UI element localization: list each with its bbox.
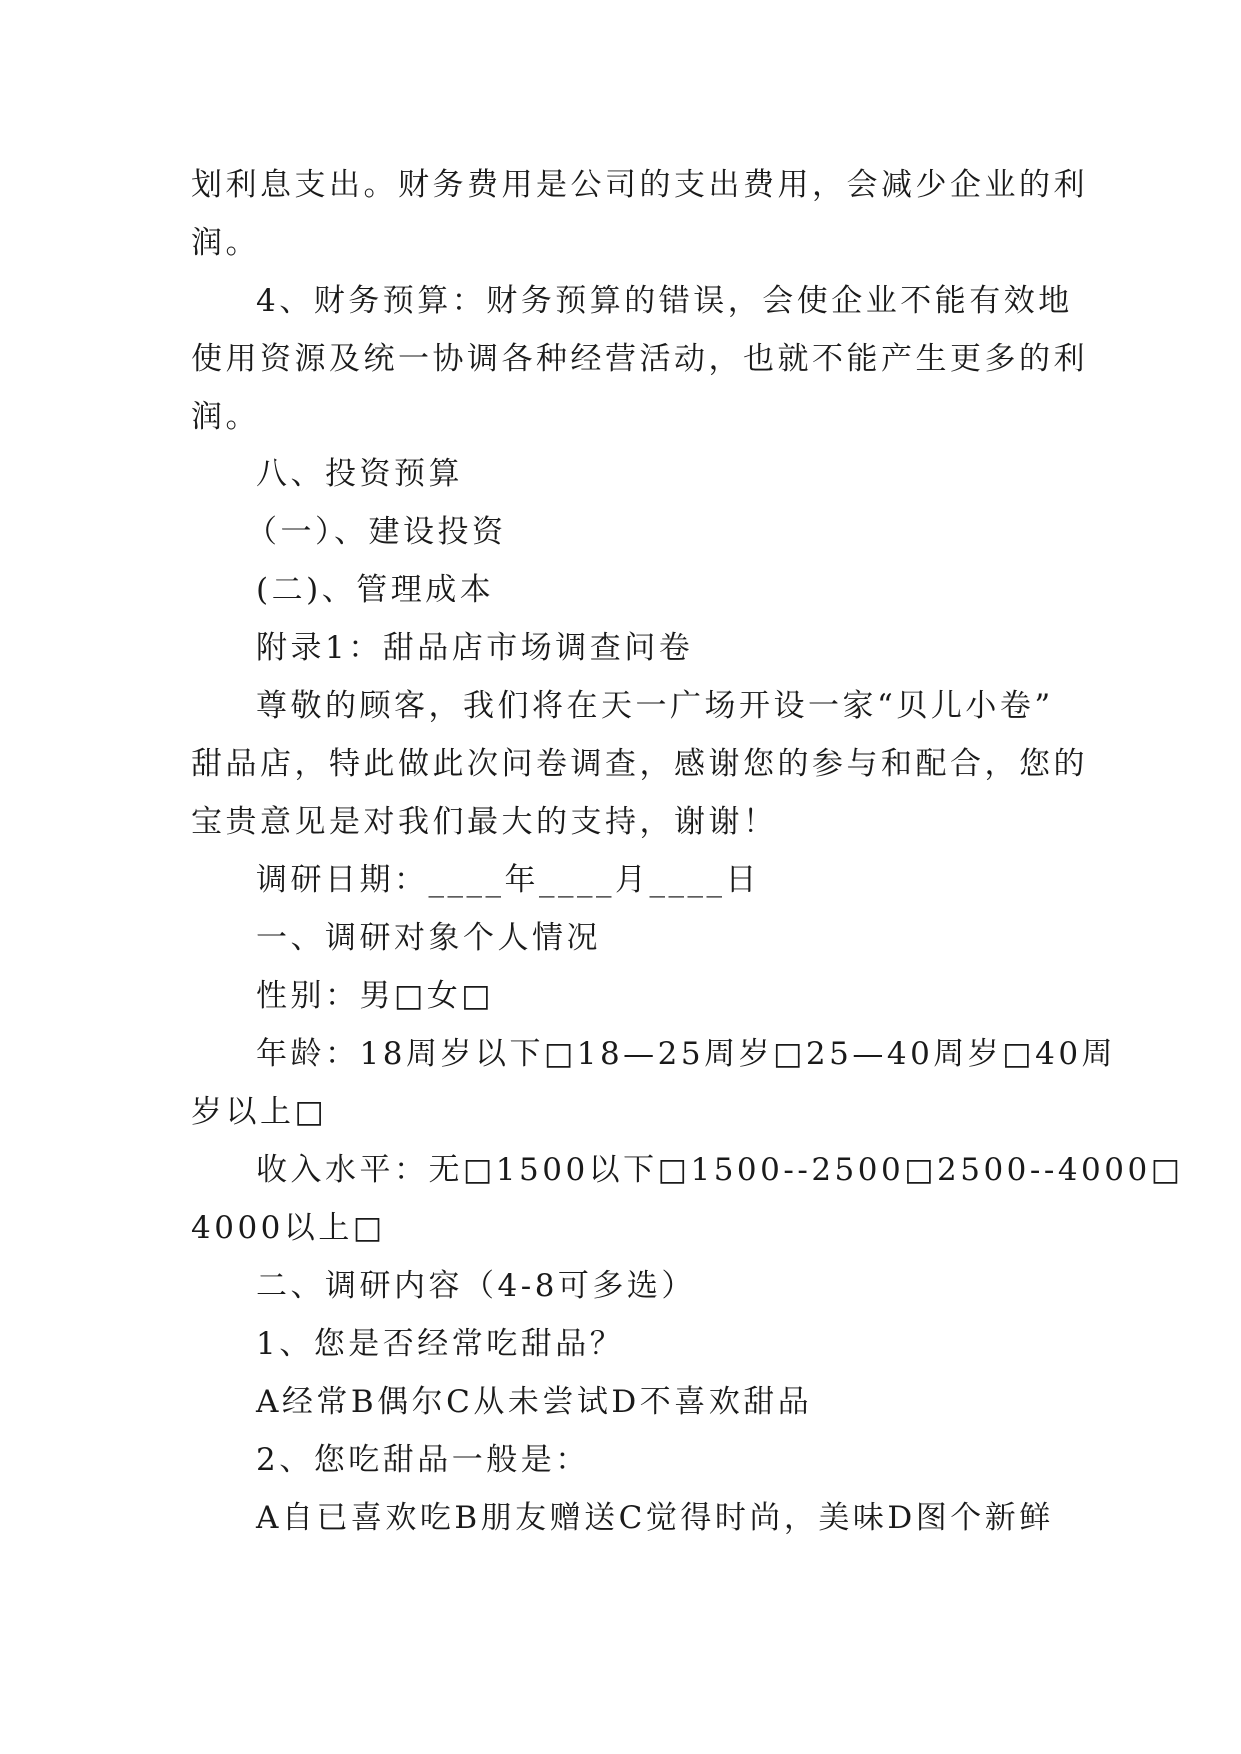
paragraph-line: 宝贵意见是对我们最大的支持，谢谢！ xyxy=(191,804,778,840)
question-1-options: A经常B偶尔C从未尝试D不喜欢甜品 xyxy=(256,1384,813,1420)
paragraph-line: 4、财务预算：财务预算的错误，会使企业不能有效地 xyxy=(256,283,1073,319)
age-question-cont: 岁以上□ xyxy=(191,1094,328,1130)
paragraph-line: 润。 xyxy=(191,225,260,261)
paragraph-line: 使用资源及统一协调各种经营活动，也就不能产生更多的利 xyxy=(191,341,1088,377)
appendix-title: 附录1：甜品店市场调查问卷 xyxy=(256,630,694,666)
question-1: 1、您是否经常吃甜品？ xyxy=(256,1326,625,1362)
question-2: 2、您吃甜品一般是： xyxy=(256,1442,590,1478)
section-heading: 八、投资预算 xyxy=(256,456,463,492)
income-question: 收入水平：无□1500以下□1500--2500□2500--4000□ xyxy=(256,1152,1184,1188)
paragraph-line: 尊敬的顾客，我们将在天一广场开设一家“贝儿小卷” xyxy=(256,688,1054,724)
paragraph-line: 甜品店，特此做此次问卷调查，感谢您的参与和配合，您的 xyxy=(191,746,1088,782)
age-question: 年龄：18周岁以下□18—25周岁□25—40周岁□40周 xyxy=(256,1036,1117,1072)
subsection-heading: （一）、建设投资 xyxy=(246,514,507,550)
gender-question: 性别：男□女□ xyxy=(256,978,495,1014)
subsection-heading: (二)、管理成本 xyxy=(256,572,495,608)
question-2-options: A自已喜欢吃B朋友赠送C觉得时尚，美味D图个新鲜 xyxy=(256,1500,1054,1536)
income-question-cont: 4000以上□ xyxy=(191,1210,386,1246)
survey-date-line: 调研日期：____年____月____日 xyxy=(256,862,760,898)
paragraph-line: 润。 xyxy=(191,399,260,435)
paragraph-line: 划利息支出。财务费用是公司的支出费用，会减少企业的利 xyxy=(191,167,1088,203)
section-heading: 二、调研内容（4-8可多选） xyxy=(256,1268,696,1304)
section-heading: 一、调研对象个人情况 xyxy=(256,920,601,956)
